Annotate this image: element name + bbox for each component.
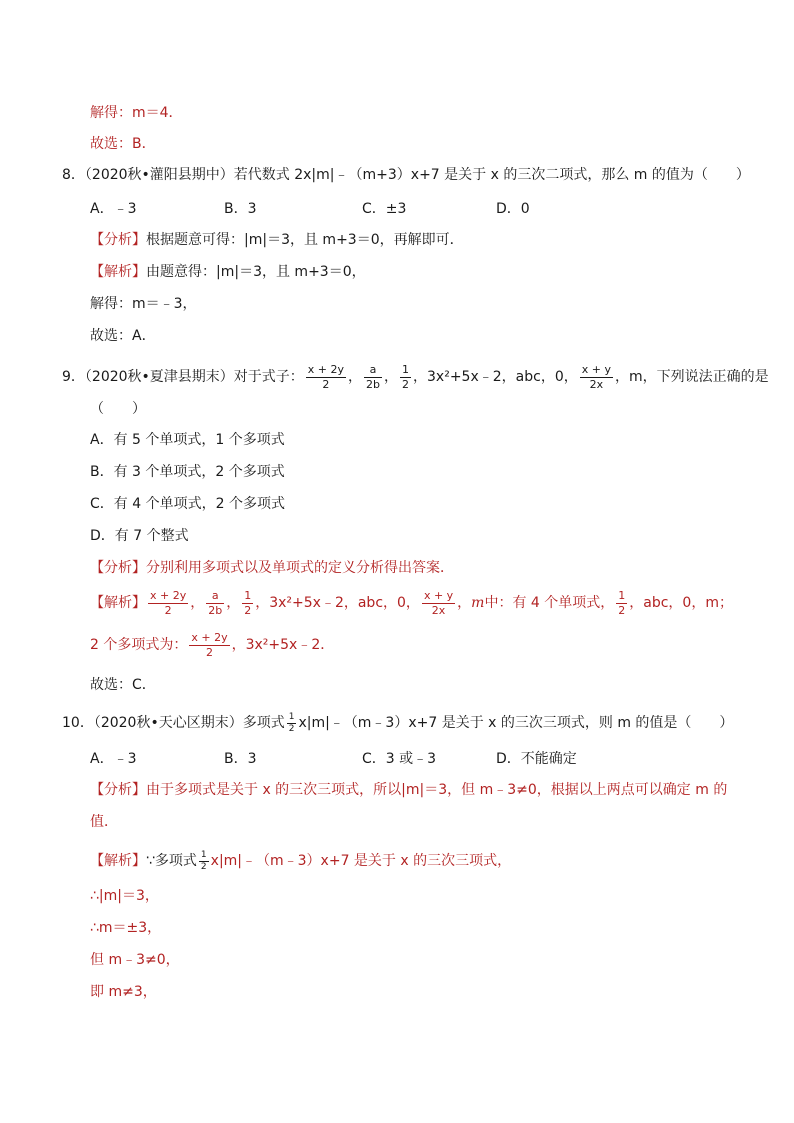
q10-stem-suffix: x|m|﹣（m﹣3）x+7 是关于 x 的三次三项式，则 m 的值是（ ） bbox=[298, 715, 734, 731]
analysis-tag: 【分析】 bbox=[90, 232, 146, 248]
q10-solution-suffix: x|m|﹣（m﹣3）x+7 是关于 x 的三次三项式， bbox=[210, 853, 512, 869]
numerator: 1 bbox=[618, 588, 626, 602]
q10-analysis-line2: 值． bbox=[90, 814, 118, 830]
q10-stem bbox=[62, 708, 733, 738]
q9-solution-end: ，abc，0，m； bbox=[629, 595, 733, 611]
q9-solution-mid: 3x²+5x﹣2，abc，0， bbox=[269, 595, 420, 611]
q10-step-4: 即 m≠3， bbox=[90, 984, 157, 1000]
q10-solution bbox=[90, 846, 511, 876]
q9-option-d: D．有 7 个整式 bbox=[90, 528, 189, 544]
numerator: 1 bbox=[288, 711, 295, 722]
denominator: 2 bbox=[288, 723, 295, 734]
numerator: x + 2y bbox=[307, 362, 345, 376]
q8-option-b: B．3 bbox=[224, 201, 257, 217]
solution-tag: 【解析】 bbox=[90, 264, 146, 280]
fraction bbox=[364, 363, 382, 392]
fraction bbox=[199, 850, 209, 873]
numerator: x + y bbox=[581, 362, 611, 376]
q10-solution-prefix: ∵多项式 bbox=[146, 853, 197, 869]
numerator: a bbox=[364, 363, 382, 378]
q9-solution-mid2: 中：有 4 个单项式， bbox=[484, 595, 615, 611]
q8-stem: 8．（2020秋•灌阳县期中）若代数式 2x|m|﹣（m+3）x+7 是关于 x 的三次二项式，那么 m 的值为（ ） bbox=[62, 167, 750, 183]
q8-choose: 故选：A． bbox=[90, 328, 156, 344]
q9-stem: 9．（2020秋•夏津县期末）对于式子： $\frac{x + 2y}{2}$ ， $\frac{a}{2b}$ ， $\frac{1}{2}$ ，3x²+5x﹣2，abc，0， $\frac{x + y}{2x}$ ，m，下列说法正确的是 bbox=[62, 362, 769, 391]
denominator: 2 bbox=[200, 861, 207, 872]
q9-option-a: A．有 5 个单项式，1 个多项式 bbox=[90, 432, 285, 448]
denominator: 2 bbox=[402, 377, 410, 391]
denominator: 2 bbox=[322, 377, 330, 391]
fraction bbox=[287, 712, 297, 735]
answer-choose-line: 故选：B． bbox=[90, 136, 156, 152]
fraction bbox=[616, 589, 627, 618]
q8-option-a: A．﹣3 bbox=[90, 201, 137, 217]
numerator: x + 2y bbox=[191, 630, 228, 644]
q9-answer-paren: （ ） bbox=[90, 401, 146, 417]
q9-solution-line2-end: ，3x²+5x﹣2． bbox=[231, 637, 335, 653]
fraction bbox=[422, 589, 455, 618]
q8-analysis bbox=[90, 230, 464, 250]
q9-stem-suffix: ，m，下列说法正确的是 bbox=[614, 369, 769, 385]
denominator: 2b bbox=[208, 603, 223, 617]
denominator: 2 bbox=[164, 603, 172, 617]
q10-option-b: B．3 bbox=[224, 751, 257, 767]
numerator: x + 2y bbox=[150, 588, 187, 602]
fraction bbox=[580, 363, 613, 392]
q9-analysis bbox=[90, 558, 454, 578]
q9-option-b: B．有 3 个单项式，2 个多项式 bbox=[90, 464, 285, 480]
q10-option-d: D．不能确定 bbox=[496, 751, 577, 767]
q8-option-d: D．0 bbox=[496, 201, 530, 217]
q9-choose: 故选：C． bbox=[90, 677, 156, 693]
fraction bbox=[400, 363, 411, 392]
numerator: 1 bbox=[200, 849, 207, 860]
denominator: 2x bbox=[589, 377, 604, 391]
answer-solve-line: 解得：m＝4． bbox=[90, 105, 183, 121]
fraction bbox=[148, 589, 188, 618]
q9-analysis-text: 分别利用多项式以及单项式的定义分析得出答案． bbox=[146, 560, 454, 576]
q8-solution-text: 由题意得：|m|＝3，且 m+3＝0， bbox=[146, 264, 366, 280]
q10-step-3: 但 m﹣3≠0， bbox=[90, 952, 180, 968]
numerator: 1 bbox=[244, 588, 252, 602]
denominator: 2b bbox=[366, 377, 381, 391]
q10-option-a: A．﹣3 bbox=[90, 751, 137, 767]
solution-tag: 【解析】 bbox=[90, 595, 146, 611]
q9-solution-line2 bbox=[90, 630, 334, 660]
q9-solution: 【解析】 $\frac{x + 2y}{2}$ ， $\frac{a}{2b}$ ， $\frac{1}{2}$ ，3x²+5x﹣2，abc，0， $\frac{x + y}{2x}$ ，m中：有 4 个单项式， $\frac{1}{2}$ ，abc，0，m； bbox=[90, 588, 733, 617]
q10-analysis bbox=[90, 780, 727, 800]
q10-stem-prefix: 10．（2020秋•天心区期末）多项式 bbox=[62, 715, 285, 731]
q9-option-c: C．有 4 个单项式，2 个多项式 bbox=[90, 496, 285, 512]
q10-step-1: ∴|m|＝3， bbox=[90, 888, 159, 904]
denominator: 2 bbox=[205, 645, 213, 659]
q9-stem-mid: 3x²+5x﹣2，abc，0， bbox=[427, 369, 578, 385]
q8-solution bbox=[90, 262, 366, 282]
q10-step-2: ∴m＝±3， bbox=[90, 920, 162, 936]
q8-option-c: C．±3 bbox=[362, 201, 407, 217]
numerator: 1 bbox=[402, 362, 410, 376]
q9-stem-prefix: 9．（2020秋•夏津县期末）对于式子： bbox=[62, 369, 304, 385]
numerator: x + y bbox=[423, 588, 454, 602]
analysis-tag: 【分析】 bbox=[90, 782, 146, 798]
q8-analysis-text: 根据题意可得：|m|＝3，且 m+3＝0，再解即可． bbox=[146, 232, 464, 248]
q10-analysis-text: 由于多项式是关于 x 的三次三项式，所以|m|＝3，但 m﹣3≠0，根据以上两点可以确定 m 的 bbox=[146, 782, 728, 798]
q9-solution-line2-prefix: 2 个多项式为： bbox=[90, 637, 188, 653]
fraction bbox=[306, 363, 346, 392]
analysis-tag: 【分析】 bbox=[90, 560, 146, 576]
fraction bbox=[189, 631, 229, 660]
denominator: 2x bbox=[431, 603, 446, 617]
numerator: a bbox=[206, 589, 224, 604]
fraction bbox=[242, 589, 253, 618]
q10-option-c: C．3 或﹣3 bbox=[362, 751, 437, 767]
solution-tag: 【解析】 bbox=[90, 853, 146, 869]
denominator: 2 bbox=[618, 603, 626, 617]
denominator: 2 bbox=[244, 603, 252, 617]
q8-solve: 解得：m＝﹣3， bbox=[90, 296, 197, 312]
fraction bbox=[206, 589, 224, 618]
